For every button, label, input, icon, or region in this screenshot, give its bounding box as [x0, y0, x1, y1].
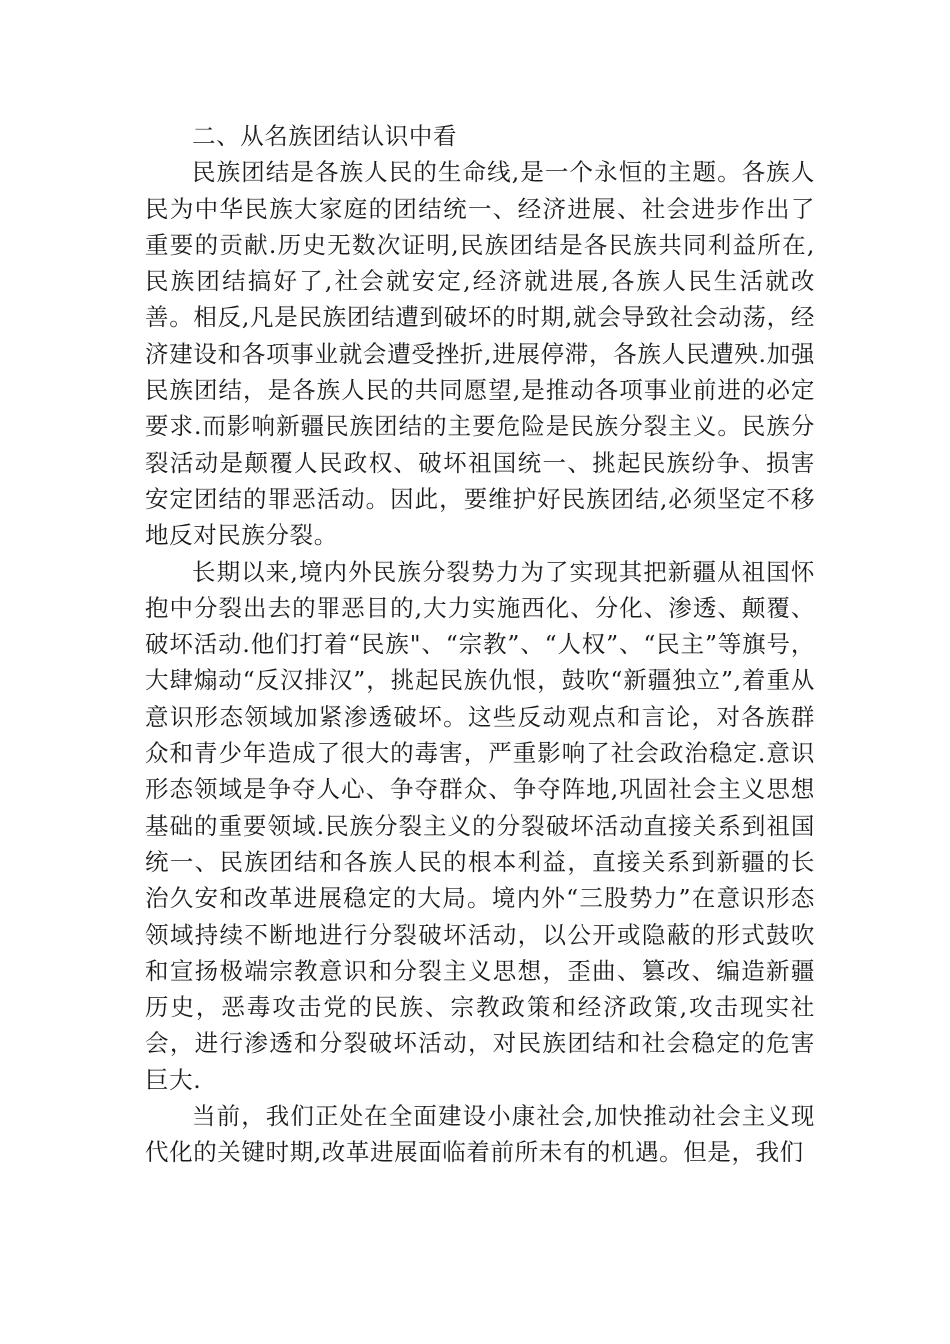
paragraph-1: 民族团结是各族人民的生命线,是一个永恒的主题。各族人民为中华民族大家庭的团结统一、经济进展、社会进步作出了重要的贡献.历史无数次证明,民族团结是各民族共同利益所在,民族团结搞好了,社会就安定,经济就进展,各族人民生活就改善。相反,凡是民族团结遭到破坏的时期,就会导致社会动荡，经济建设和各项事业就会遭受挫折,进展停滞，各族人民遭殃.加强民族团结，是各族人民的共同愿望,是推动各项事业前进的必定要求.而影响新疆民族团结的主要危险是民族分裂主义。民族分裂活动是颠覆人民政权、破坏祖国统一、挑起民族纷争、损害安定团结的罪恶活动。因此，要维护好民族团结,必须坚定不移地反对民族分裂。 [145, 158, 815, 550]
paragraph-3: 当前，我们正处在全面建设小康社会,加快推动社会主义现代化的关键时期,改革进展面临着前所未有的机遇。但是，我们 [145, 1102, 815, 1167]
section-heading: 二、从名族团结认识中看 [192, 122, 458, 150]
paragraph-2: 长期以来,境内外民族分裂势力为了实现其把新疆从祖国怀抱中分裂出去的罪恶目的,大力实施西化、分化、渗透、颠覆、破坏活动.他们打着“民族"、“宗教”、“人权”、“民主”等旗号，大肆煽动“反汉排汉”，挑起民族仇恨，鼓吹“新疆独立”,着重从意识形态领域加紧渗透破坏。这些反动观点和言论，对各族群众和青少年造成了很大的毒害，严重影响了社会政治稳定.意识形态领域是争夺人心、争夺群众、争夺阵地,巩固社会主义思想基础的重要领域.民族分裂主义的分裂破坏活动直接关系到祖国统一、民族团结和各族人民的根本利益，直接关系到新疆的长治久安和改革进展稳定的大局。境内外“三股势力”在意识形态领域持续不断地进行分裂破坏活动，以公开或隐蔽的形式鼓吹和宣扬极端宗教意识和分裂主义思想，歪曲、篡改、编造新疆历史，恶毒攻击党的民族、宗教政策和经济政策,攻击现实社会，进行渗透和分裂破坏活动，对民族团结和社会稳定的危害巨大. [145, 557, 815, 1094]
document-body [145, 118, 815, 1171]
